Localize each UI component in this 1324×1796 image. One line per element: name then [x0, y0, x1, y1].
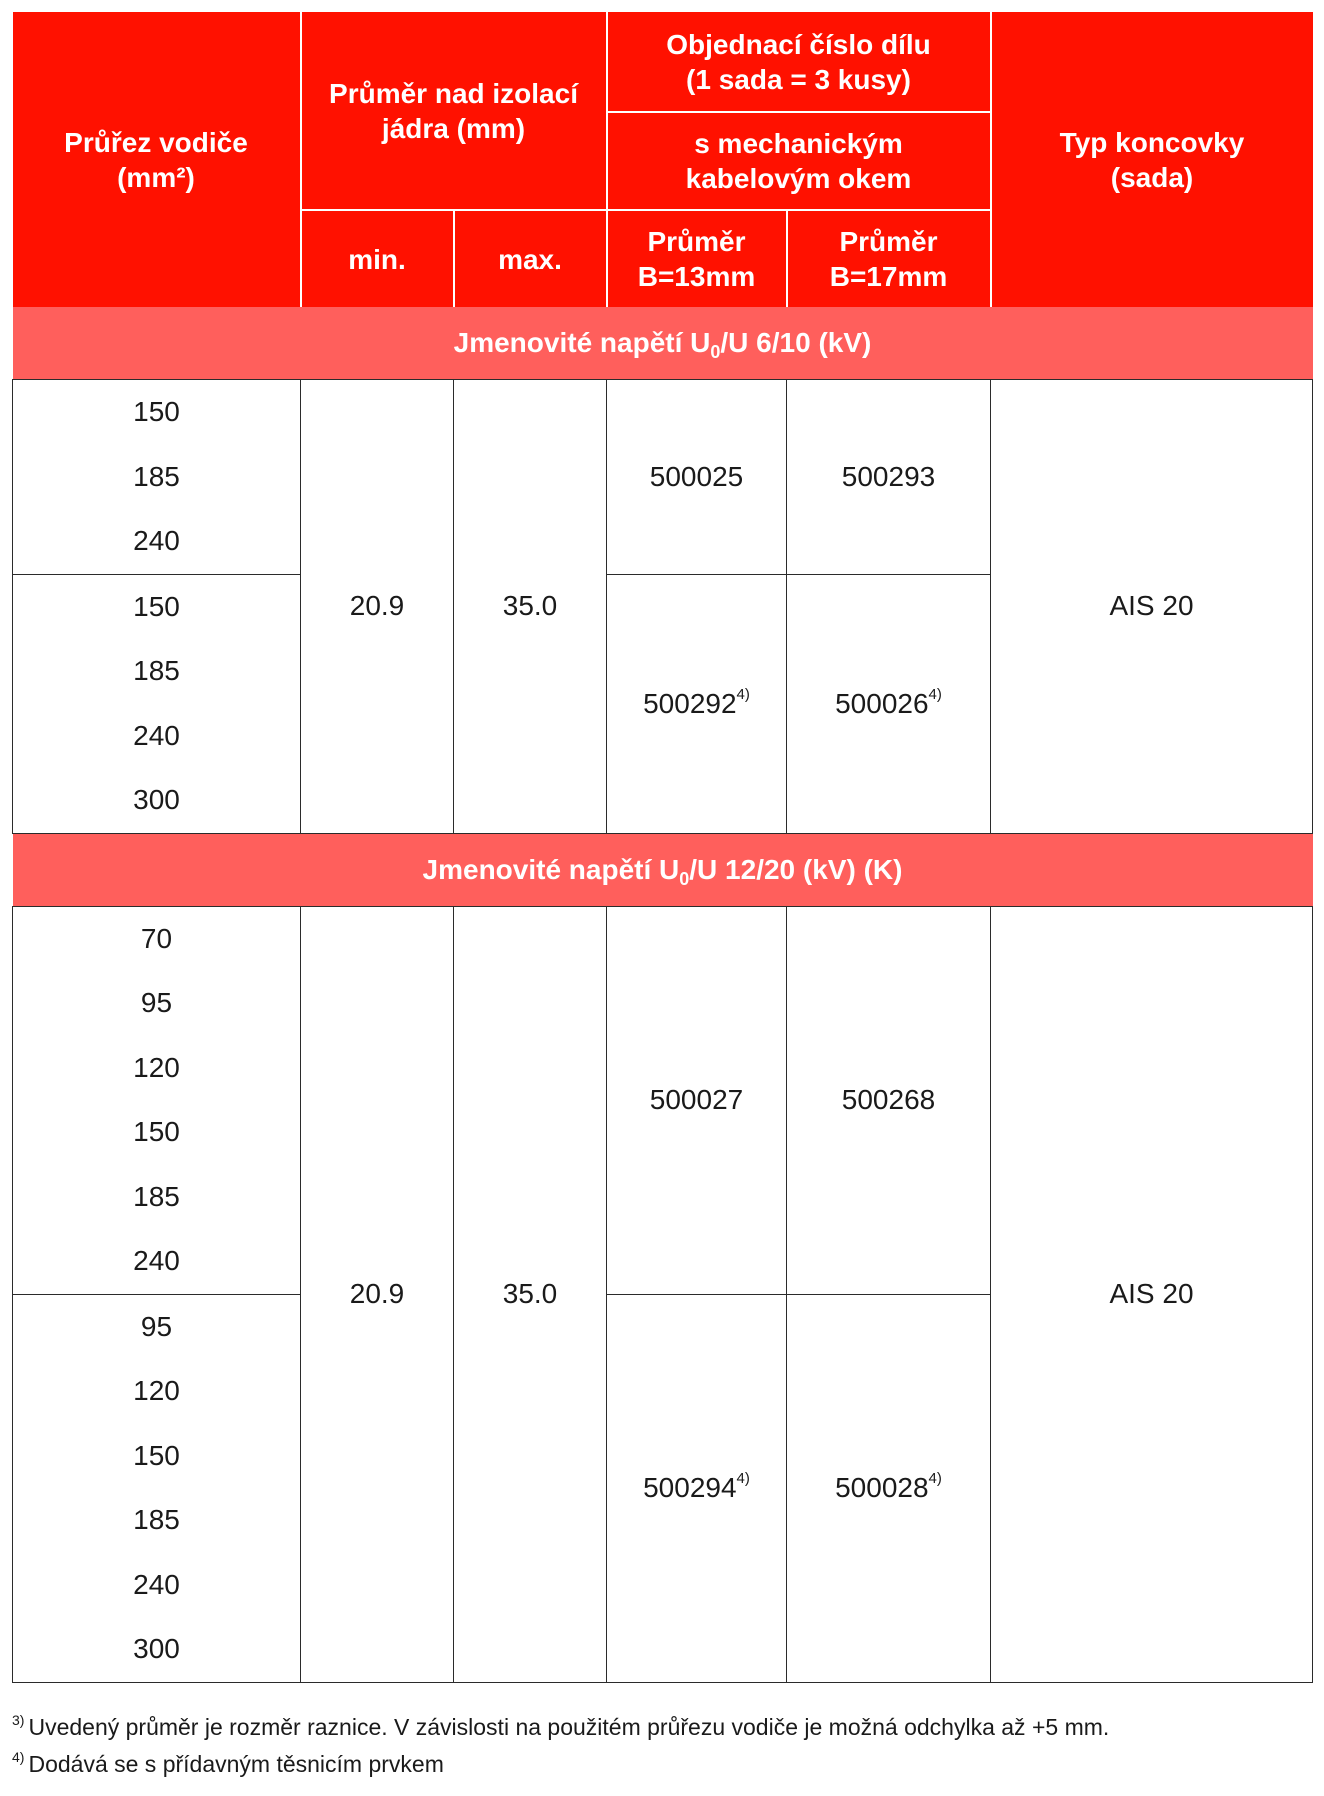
termination-type-value: AIS 20	[991, 906, 1313, 1682]
termination-type-value: AIS 20	[991, 380, 1313, 834]
order-number-b13: 500025	[607, 380, 787, 575]
min-diameter-value: 20.9	[301, 906, 454, 1682]
conductor-size: 300	[133, 784, 180, 815]
footnote-4: $^{4)}$ Dodává se s přídavným těsnicím prvkem	[12, 1749, 444, 1777]
header-diameter-b17: Průměr B=17mm	[787, 210, 991, 307]
conductor-sizes-cell	[13, 574, 301, 833]
order-number-b17: 500293	[787, 380, 991, 575]
conductor-size: 185	[133, 1504, 180, 1535]
conductor-size: 185	[133, 1180, 180, 1212]
conductor-size: 95	[140, 987, 173, 1018]
conductor-size: 120	[133, 1051, 180, 1083]
header-mechanical-lug: s mechanickým kabelovým okem	[607, 112, 991, 210]
min-diameter-value: 20.9	[301, 380, 454, 834]
conductor-size: 240	[133, 719, 180, 751]
order-number-b17: 500268	[787, 906, 991, 1294]
conductor-size: 240	[133, 1245, 180, 1276]
conductor-size: 185	[133, 655, 180, 686]
header-termination-type: Typ koncovky (sada)	[991, 12, 1313, 307]
max-diameter-value: 35.0	[454, 906, 607, 1682]
cable-termination-table	[12, 12, 1313, 1683]
conductor-sizes-cell	[13, 380, 301, 575]
section-title-12-20kv: Jmenovité napětí $U_0/U$ 12/20 (kV) (K)	[13, 833, 1313, 906]
conductor-size: 120	[133, 1375, 180, 1406]
conductor-size: 185	[133, 460, 180, 492]
order-number-b13: 500292$^{4)}$	[607, 574, 787, 833]
conductor-size: 70	[140, 922, 173, 954]
conductor-size: 300	[133, 1633, 180, 1664]
conductor-size: 150	[133, 590, 180, 622]
conductor-size: 150	[133, 396, 180, 427]
header-order-number: Objednací číslo dílu (1 sada = 3 kusy)	[607, 12, 991, 112]
header-max: max.	[454, 210, 607, 307]
conductor-sizes-cell	[13, 906, 301, 1294]
conductor-size: 150	[133, 1439, 180, 1471]
order-number-b17: 500026$^{4)}$	[787, 574, 991, 833]
conductor-size: 240	[133, 525, 180, 556]
order-number-b17: 500028$^{4)}$	[787, 1294, 991, 1682]
max-diameter-value: 35.0	[454, 380, 607, 834]
header-diameter-over-insulation: Průměr nad izolací jádra (mm)	[301, 12, 607, 210]
header-min: min.	[301, 210, 454, 307]
footnote-3: $^{3)}$ Uvedený průměr je rozměr raznice. V závislosti na použitém průřezu vodiče je možná odchylka až +5 mm.	[12, 1712, 1110, 1740]
conductor-sizes-cell	[13, 1294, 301, 1682]
section-title-6-10kv: Jmenovité napětí $U_0/U$ 6/10 (kV)	[13, 307, 1313, 380]
conductor-size: 240	[133, 1568, 180, 1600]
order-number-b13: 500294$^{4)}$	[607, 1294, 787, 1682]
conductor-size: 95	[140, 1310, 173, 1342]
header-diameter-b13: Průměr B=13mm	[607, 210, 787, 307]
conductor-size: 150	[133, 1116, 180, 1147]
order-number-b13: 500027	[607, 906, 787, 1294]
header-conductor-cross-section: Průřez vodiče (mm²)	[13, 12, 301, 307]
